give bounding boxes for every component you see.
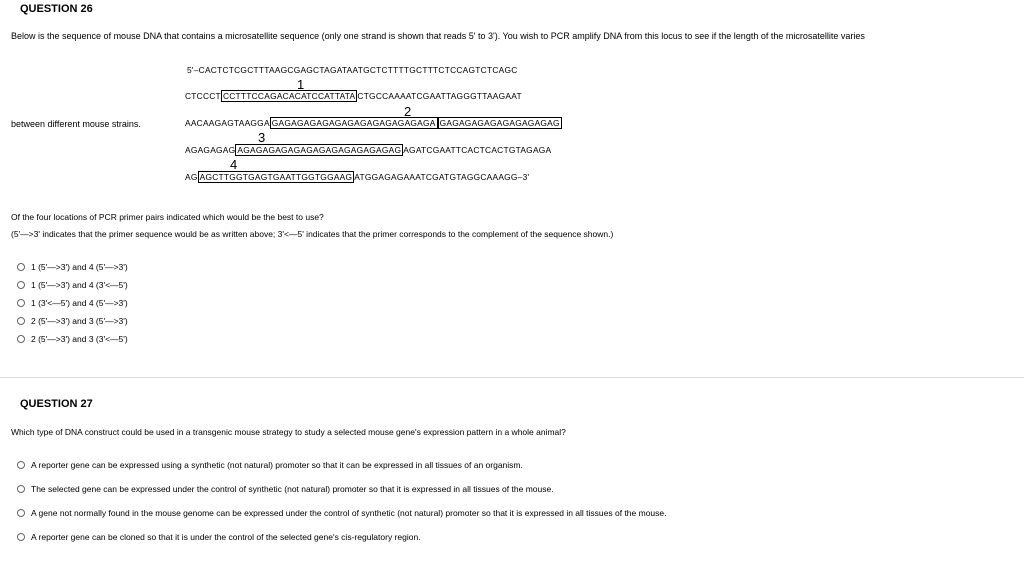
answer-option[interactable]: 2 (5'—>3') and 3 (5'—>3'): [17, 316, 128, 326]
primer-label-1: 1: [297, 77, 305, 92]
question-26-prompt: Of the four locations of PCR primer pairs indicated which would be the best to use?: [11, 212, 324, 222]
answer-option[interactable]: A reporter gene can be expressed using a synthetic (not natural) promoter so that it can be expressed in all tissues of an organism.: [17, 460, 523, 470]
radio-button[interactable]: [17, 299, 25, 307]
question-26-note: (5'—>3' indicates that the primer sequence would be as written above; 3'<—5' indicates that the primer corresponds to the complement of the sequence shown.): [11, 229, 614, 239]
radio-button[interactable]: [17, 335, 25, 343]
question-27-title: QUESTION 27: [20, 398, 93, 410]
primer-site-3: GAGAGAGAGAGAGAGAGAGAGAGAGA: [271, 118, 436, 128]
sequence-line-2: CTCCCT CCTTTCCAGACACATCCATTATA CTGCCAAAATCGAATTAGGGTTAAGAAT: [185, 91, 522, 101]
radio-button[interactable]: [17, 485, 25, 493]
primer-label-4: 4: [230, 157, 238, 172]
radio-button[interactable]: [17, 509, 25, 517]
sequence-line-4: AGAGAGAG AGAGAGAGAGAGAGAGAGAGAGAGAG AGATCGAATTCACTCACTGTAGAGA: [185, 145, 552, 155]
answer-option[interactable]: A reporter gene can be cloned so that it is under the control of the selected gene's cis-regulatory region.: [17, 532, 421, 542]
radio-button[interactable]: [17, 281, 25, 289]
question-26-title: QUESTION 26: [20, 3, 93, 15]
question-27-prompt: Which type of DNA construct could be used in a transgenic mouse strategy to study a selected mouse gene's expression pattern in a whole animal?: [11, 427, 566, 437]
question-26-intro: Below is the sequence of mouse DNA that contains a microsatellite sequence (only one strand is shown that reads 5' to 3'). You wish to PCR amplify DNA from this locus to see if the length of the microsatellite varies: [11, 31, 865, 41]
sequence-line-3: AACAAGAGTAAGGA GAGAGAGAGAGAGAGAGAGAGAGAGA GAGAGAGAGAGAGAGAGAG: [185, 118, 560, 128]
primer-label-3: 3: [258, 130, 266, 145]
primer-site-1: CCTTTCCAGACACATCCATTATA: [222, 91, 356, 101]
primer-label-2: 2: [404, 104, 412, 119]
answer-option[interactable]: 1 (5'—>3') and 4 (3'<—5'): [17, 280, 128, 290]
radio-button[interactable]: [17, 317, 25, 325]
sequence-line-5: AG AGCTTGGTGAGTGAATTGGTGGAAG ATGGAGAGAAATCGATGTAGGCAAAGG–3': [185, 172, 530, 182]
question-divider: [0, 377, 1024, 378]
radio-button[interactable]: [17, 461, 25, 469]
answer-option[interactable]: A gene not normally found in the mouse genome can be expressed under the control of synthetic (not natural) promoter so that it is expressed in all tissues of the mouse.: [17, 508, 667, 518]
primer-site-3-end: AGAGAGAGAGAGAGAGAGAGAGAGAG: [237, 145, 402, 155]
answer-option[interactable]: 2 (5'—>3') and 3 (3'<—5'): [17, 334, 128, 344]
radio-button[interactable]: [17, 533, 25, 541]
question-26-intro-continued: between different mouse strains.: [11, 119, 141, 129]
answer-option[interactable]: The selected gene can be expressed under the control of synthetic (not natural) promoter so that it is expressed in all tissues of the mouse.: [17, 484, 554, 494]
answer-option[interactable]: 1 (5'—>3') and 4 (5'—>3'): [17, 262, 128, 272]
primer-site-2: GAGAGAGAGAGAGAGAGAG: [439, 118, 560, 128]
primer-site-4: AGCTTGGTGAGTGAATTGGTGGAAG: [199, 172, 353, 182]
answer-option[interactable]: 1 (3'<—5') and 4 (5'—>3'): [17, 298, 128, 308]
sequence-line-1: 5'–CACTCTCGCTTTAAGCGAGCTAGATAATGCTCTTTTGCTTTCTCCAGTCTCAGC: [187, 65, 518, 75]
radio-button[interactable]: [17, 263, 25, 271]
